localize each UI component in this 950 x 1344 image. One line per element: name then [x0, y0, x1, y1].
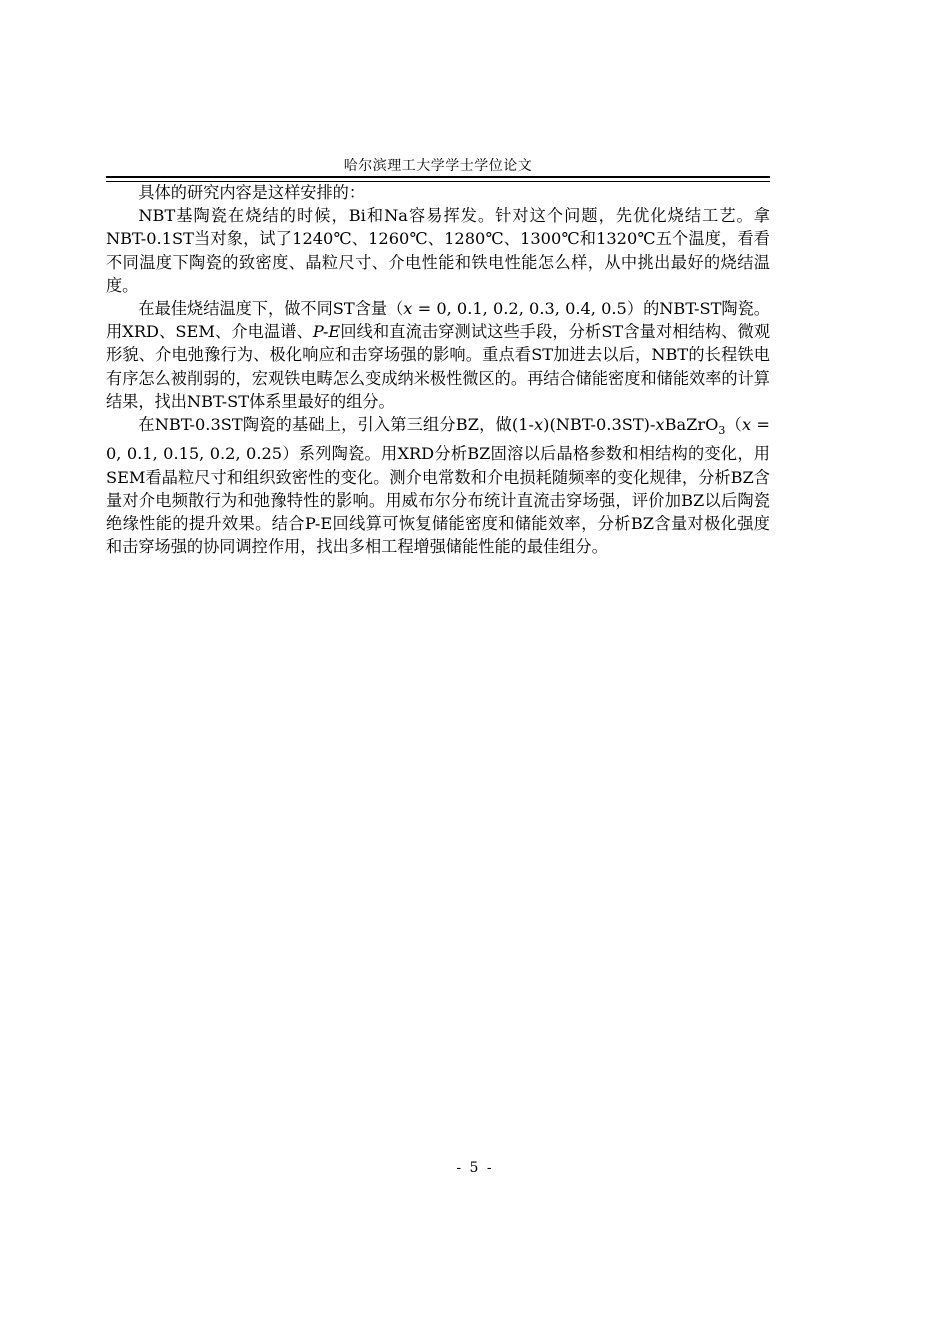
page-number: - 5 - — [456, 1160, 494, 1176]
math-term: P-E — [312, 322, 341, 342]
text-run: = 0, 0.1, 0.2, 0.3, 0.4, 0.5）的NBT-ST陶瓷。用XRD、SEM、介电温谱、 — [106, 299, 770, 342]
math-variable: x — [403, 299, 413, 319]
text-run: BaZrO — [664, 415, 719, 435]
paragraph-sintering: NBT基陶瓷在烧结的时候，Bi和Na容易挥发。针对这个问题，先优化烧结工艺。拿NBT-0.1ST当对象，试了1240℃、1260℃、1280℃、1300℃和1320℃五个温度，看看不同温度下陶瓷的致密度、晶粒尺寸、介电性能和铁电性能怎么样，从中挑出最好的烧结温度。 — [106, 206, 770, 295]
paragraph-intro: 具体的研究内容是这样安排的： — [138, 183, 366, 202]
paragraph-nbt-st — [106, 297, 770, 413]
text-run: )(NBT-0.3ST)- — [543, 415, 656, 435]
math-variable: x — [533, 415, 544, 435]
math-variable: x — [655, 415, 665, 435]
body-text — [106, 181, 770, 558]
text-run: 在NBT-0.3ST陶瓷的基础上，引入第三组分BZ，做(1- — [138, 415, 534, 435]
text-run: = 0, 0.1, 0.15, 0.2, 0.25）系列陶瓷。用XRD分析BZ固溶以后晶格参数和相结构的变化，用SEM看晶粒尺寸和组织致密性的变化。测介电常数和介电损耗随频率的变化规律，分析BZ含量对介电频散行为和弛豫特性的影响。用威布尔分布统计直流击穿场强，评价加BZ以后陶瓷绝缘性能的提升效果。结合P-E回线算可恢复储能密度和储能效率，分析BZ含量对极化强度和击穿场强的协同调控作用，找出多相工程增强储能性能的最佳组分。 — [106, 415, 770, 557]
math-variable: x — [741, 415, 752, 435]
running-header: 哈尔滨理工大学学士学位论文 — [343, 158, 533, 174]
header-rule-thick — [106, 176, 770, 178]
subscript: 3 — [718, 424, 726, 438]
text-run: （ — [725, 415, 742, 435]
text-run: 在最佳烧结温度下，做不同ST含量（ — [138, 299, 404, 319]
text-run: 回线和直流击穿测试这些手段，分析ST含量对相结构、微观形貌、介电弛豫行为、极化响应和击穿场强的影响。重点看ST加进去以后，NBT的长程铁电有序怎么被削弱的，宏观铁电畴怎么变成纳米极性微区的。再结合储能密度和储能效率的计算结果，找出NBT-ST体系里最好的组分。 — [106, 322, 771, 411]
paragraph-bz — [106, 413, 770, 558]
